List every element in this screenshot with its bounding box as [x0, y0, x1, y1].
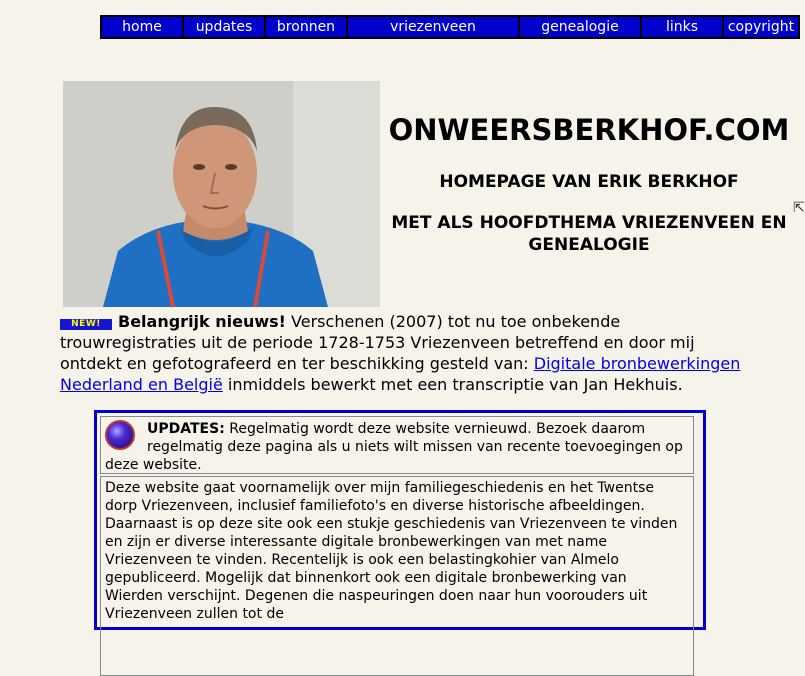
- intro-text: Deze website gaat voornamelijk over mijn familiegeschiedenis en het Twentse dorp Vriezenveen, inclusief familiefoto's en diverse historische afbeeldingen. Daarnaast is op deze site ook een stukje geschiedenis van Vriezenveen te vinden en zijn er diverse interessante digitale bronbewerkingen van met name Vriezenveen te vinden. Recentelijk is ook een belastingkohier van Almelo gepubliceerd. Mogelijk dat binnenkort ook een digitale bronbewerking van Wierden verschijnt. Degenen die naspeuringen doen naar hun voorouders uit Vriezenveen zullen tot de: [105, 480, 678, 622]
- main-theme-subtitle: MET ALS HOOFDTHEMA VRIEZENVEEN EN GENEALOGIE: [391, 213, 787, 255]
- nav-home[interactable]: home: [102, 17, 184, 37]
- purple-orb-icon: [105, 420, 135, 450]
- news-text-after: inmiddels bewerkt met een transcriptie van Jan Hekhuis.: [222, 375, 683, 394]
- news-text-before: Verschenen (2007) tot nu toe onbekende trouwregistraties uit de periode 1728-1753 Vriezenveen betreffend en door mij ontdekt en gefotografeerd en ter beschikking gesteld van:: [60, 312, 695, 373]
- nav-genealogie[interactable]: genealogie: [520, 17, 642, 37]
- updates-cell: [100, 416, 694, 474]
- homepage-subtitle: HOMEPAGE VAN ERIK BERKHOF: [439, 172, 739, 192]
- nav-updates[interactable]: updates: [184, 17, 266, 37]
- nav-bronnen[interactable]: bronnen: [266, 17, 348, 37]
- site-title: ONWEERSBERKHOF.COM: [388, 113, 790, 147]
- news-paragraph: [60, 311, 760, 395]
- updates-box: [94, 410, 706, 630]
- top-navigation: [100, 15, 800, 39]
- updates-text: Regelmatig wordt deze website vernieuwd. Bezoek daarom regelmatig deze pagina als u niets wilt missen van recente toevoegingen op deze website.: [105, 421, 683, 473]
- nav-copyright[interactable]: copyright: [727, 19, 795, 35]
- portrait-photo: [63, 81, 380, 307]
- news-heading: Belangrijk nieuws!: [118, 312, 286, 331]
- mouse-cursor-icon: ⇱: [793, 200, 805, 216]
- intro-text-cell: [100, 476, 694, 676]
- updates-label: UPDATES:: [147, 421, 225, 437]
- nav-links[interactable]: links: [642, 17, 724, 37]
- nav-vriezenveen[interactable]: vriezenveen: [348, 17, 520, 37]
- new-badge-icon: NEW!: [60, 319, 112, 330]
- bronbewerkingen-link[interactable]: Digitale bronbewerkingen Nederland en België: [60, 354, 741, 394]
